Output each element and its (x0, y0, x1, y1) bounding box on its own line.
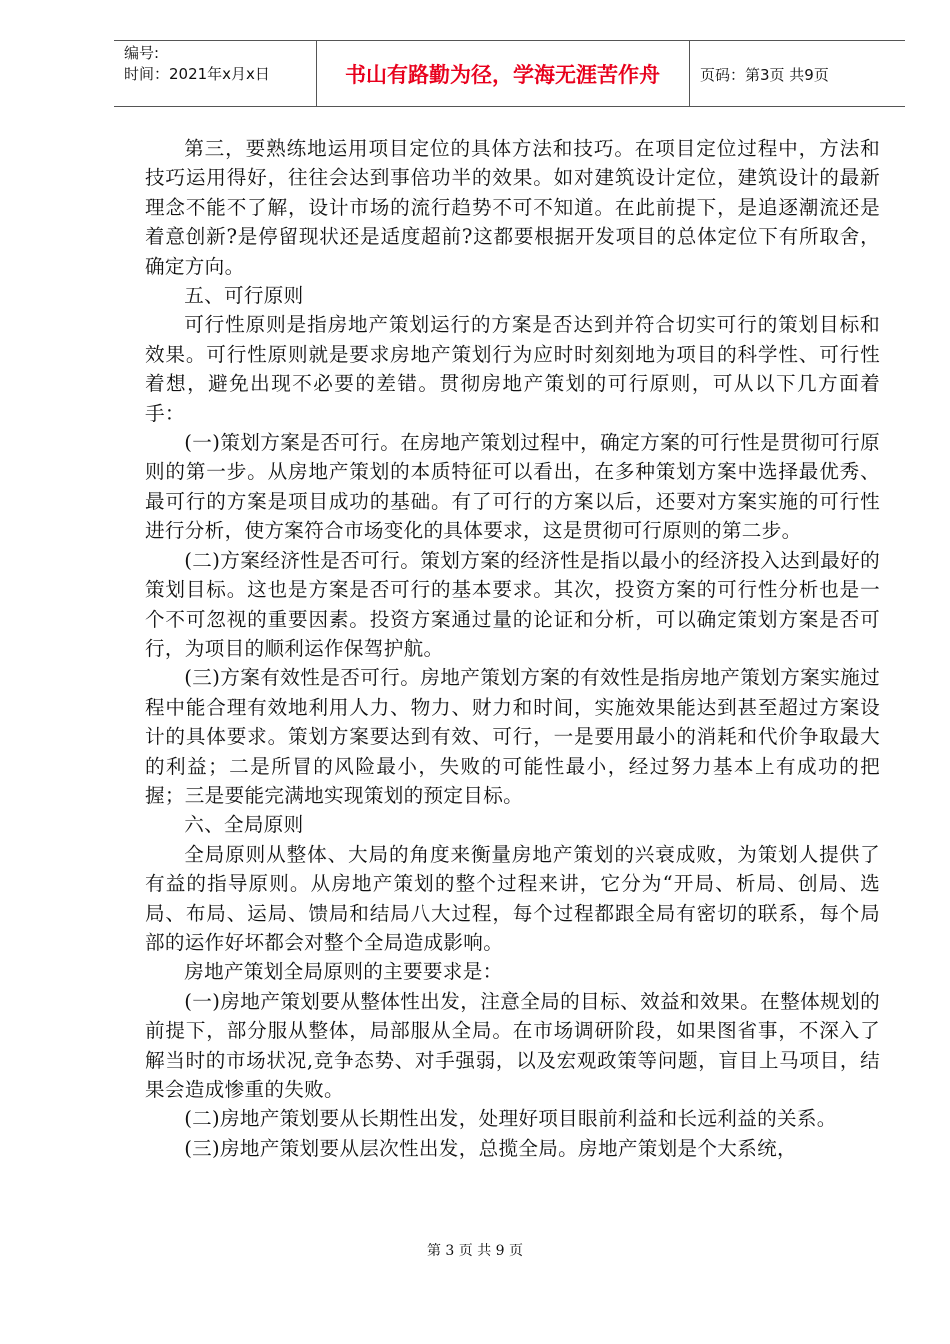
header-page-label: 页码：第3页 共9页 (700, 65, 829, 84)
header-number-label: 编号: (124, 44, 160, 62)
section-heading: 五、可行原则 (184, 284, 304, 308)
paragraph: (三)方案有效性是否可行。房地产策划方案的有效性是指房地产策划方案实施过程中能合理有效地利用人力、物力、财力和时间，实施效果能达到甚至超过方案设计的具体要求。策划方案要达到有效、可行，一是要用最小的消耗和代价争取最大的利益；二是所冒的风险最小，失败的可能性最小，经过努力基本上有成功的把握；三是要能完满地实现策划的预定目标。 (145, 666, 880, 807)
header-time-label: 时间：2021年x月x日 (124, 65, 270, 83)
paragraph: 房地产策划全局原则的主要要求是： (184, 960, 503, 984)
page-footer: 第 3 页 共 9 页 (426, 1243, 524, 1259)
paragraph: (三)房地产策划要从层次性出发，总揽全局。房地产策划是个大系统， (184, 1136, 797, 1160)
paragraph: 第三，要熟练地运用项目定位的具体方法和技巧。在项目定位过程中，方法和技巧运用得好，往往会达到事倍功半的效果。如对建筑设计定位，建筑设计的最新理念不能不了解，设计市场的流行趋势不可不知道。在此前提下，是追逐潮流还是着意创新?是停留现状还是适度超前?这都要根据开发项目的总体定位下有所取舍，确定方向。 (145, 137, 880, 278)
paragraph: 可行性原则是指房地产策划运行的方案是否达到并符合切实可行的策划目标和效果。可行性原则就是要求房地产策划行为应时时刻刻地为项目的科学性、可行性着想，避免出现不必要的差错。贯彻房地产策划的可行原则，可从以下几方面着手： (145, 313, 880, 425)
paragraph: 全局原则从整体、大局的角度来衡量房地产策划的兴衰成败，为策划人提供了有益的指导原则。从房地产策划的整个过程来讲，它分为“开局、析局、创局、选局、布局、运局、馈局和结局八大过程，每个过程都跟全局有密切的联系，每个局部的运作好坏都会对整个全局造成影响。 (145, 842, 880, 954)
document-body (145, 134, 880, 1163)
document-header (114, 40, 905, 107)
header-motto: 书山有路勤为径，学海无涯苦作舟 (345, 62, 660, 87)
paragraph: (二)房地产策划要从长期性出发，处理好项目眼前利益和长远利益的关系。 (184, 1107, 837, 1131)
paragraph: (二)方案经济性是否可行。策划方案的经济性是指以最小的经济投入达到最好的策划目标。这也是方案是否可行的基本要求。其次，投资方案的可行性分析也是一个不可忽视的重要因素。投资方案通过量的论证和分析，可以确定策划方案是否可行，为项目的顺利运作保驾护航。 (145, 548, 880, 660)
section-heading: 六、全局原则 (184, 813, 304, 837)
header-meta (114, 41, 316, 107)
paragraph: (一)房地产策划要从整体性出发，注意全局的目标、效益和效果。在整体规划的前提下，部分服从整体，局部服从全局。在市场调研阶段，如果图省事，不深入了解当时的市场状况,竞争态势、对手强弱，以及宏观政策等问题，盲目上马项目，结果会造成惨重的失败。 (145, 989, 880, 1101)
paragraph: (一)策划方案是否可行。在房地产策划过程中，确定方案的可行性是贯彻可行原则的第一步。从房地产策划的本质特征可以看出，在多种策划方案中选择最优秀、最可行的方案是项目成功的基础。有了可行的方案以后，还要对方案实施的可行性进行分析，使方案符合市场变化的具体要求，这是贯彻可行原则的第二步。 (145, 431, 880, 543)
